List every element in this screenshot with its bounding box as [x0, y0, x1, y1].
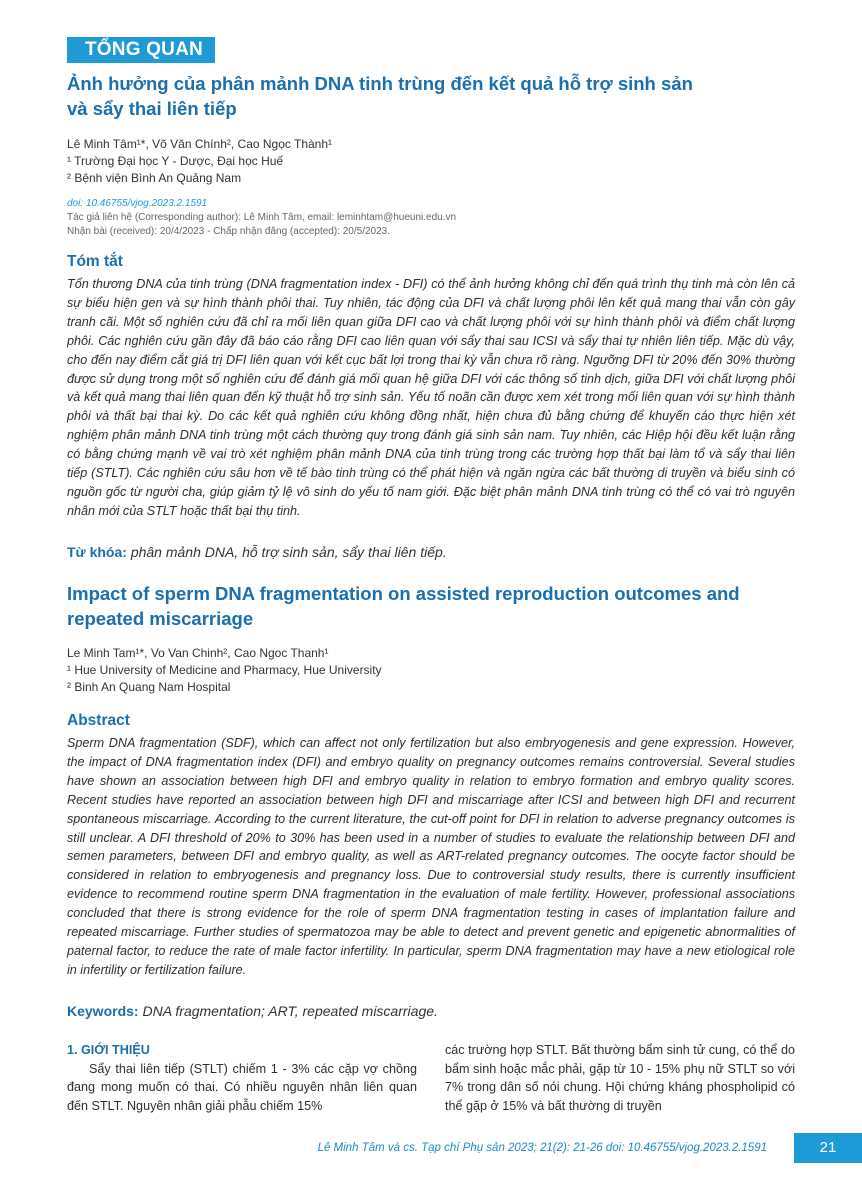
en-title-line2: repeated miscarriage — [67, 608, 254, 629]
vn-authors: Lê Minh Tâm¹*, Võ Văn Chính², Cao Ngọc Thành¹ — [67, 137, 333, 151]
en-keywords-value: DNA fragmentation; ART, repeated miscarriage. — [142, 1003, 438, 1019]
received-accepted-dates: Nhận bài (received): 20/4/2023 - Chấp nhận đăng (accepted): 20/5/2023. — [67, 226, 390, 237]
vn-affiliation-2: ² Bệnh viện Bình An Quảng Nam — [67, 171, 242, 185]
vn-affiliation-1: ¹ Trường Đại học Y - Dược, Đại học Huế — [67, 154, 284, 168]
vn-keywords-label: Từ khóa: — [67, 544, 127, 560]
vn-title-line2: và sẩy thai liên tiếp — [67, 98, 237, 119]
vn-abstract-text: Tổn thương DNA của tinh trùng (DNA fragmentation index - DFI) có thể ảnh hưởng không chỉ đến quá trình thụ tinh mà còn lên cả sự biểu hiện gen và sự hình thành phôi thai. Tuy nhiên, tác động của DFI và chất lượng phôi lên kết quả mang thai vẫn còn gây tranh cãi. Một số nghiên cứu đã chỉ ra mối liên quan giữa DFI cao và chất lượng phôi với sự hình thành phôi và điểm chất lượng phôi. Các nghiên cứu gần đây đã báo cáo rằng DFI cao liên quan với sẩy thai sau ICSI và sẩy thai tự nhiên liên tiếp. Mặc dù vậy, cho đến nay điểm cắt giá trị DFI liên quan với kết cục bất lợi trong thai kỳ vẫn chưa rõ ràng. Ngưỡng DFI từ 20% đến 30% thường được sử dụng trong một số nghiên cứu để đánh giá mối quan hệ giữa DFI với các thông số tinh dịch, giữa DFI với chất lượng phôi và kết quả mang thai liên quan đến kỹ thuật hỗ trợ sinh sản. Yếu tố noãn cần được xem xét trong mối liên quan với sự hình thành phôi và thất bại thai kỳ. Do các kết quả nghiên cứu không đồng nhất, hiện chưa đủ bằng chứng để khuyến cáo thực hiện xét nghiệm phân mảnh DNA tinh trùng một cách thường quy trong đánh giá sinh sản nam. Tuy nhiên, các Hiệp hội đều kết luận rằng có bằng chứng mạnh về vai trò xét nghiệm phân mảnh DNA của tinh trùng trong các trường hợp thất bại làm tổ và sẩy thai liên tiếp (STLT). Các nghiên cứu sâu hơn về tế bào tinh trùng có thể phát hiện và ngăn ngừa các bất thường di truyền và biểu sinh có nguồn gốc từ người cha, giúp giảm tỷ lệ vô sinh do yếu tố nam giới. Đặc biệt phân mảnh DNA tinh trùng có thể có vai trò nguyên nhân mới của STLT hoặc thất bại thụ tinh. — [67, 277, 795, 518]
vn-title-line1: Ảnh hưởng của phân mảnh DNA tinh trùng đến kết quả hỗ trợ sinh sản — [67, 73, 693, 94]
intro-paragraph-right: các trường hợp STLT. Bất thường bẩm sinh tử cung, có thể do bẩm sinh hoặc mắc phải, gặp từ 10 - 15% phụ nữ STLT so với 7% trong dân số nói chung. Hội chứng kháng phospholipid có thể gặp ở 15% và bất thường di truyền — [445, 1043, 795, 1113]
article-meta — [67, 197, 456, 239]
en-author-block — [67, 645, 382, 696]
corresponding-author: Tác giả liên hệ (Corresponding author): Lê Minh Tâm, email: leminhtam@hueuni.edu.vn — [67, 212, 457, 223]
intro-left-column — [67, 1041, 417, 1115]
intro-paragraph-left: Sẩy thai liên tiếp (STLT) chiếm 1 - 3% các cặp vợ chồng đang mong muốn có thai. Có nhiều nguyên nhân liên quan đến STLT. Nguyên nhân giải phẫu chiếm 15% — [67, 1061, 417, 1113]
vn-abstract-heading: Tóm tắt — [67, 253, 123, 270]
en-affiliation-2: ² Binh An Quang Nam Hospital — [67, 680, 231, 694]
en-article-title — [67, 581, 767, 631]
en-keywords-label: Keywords: — [67, 1003, 139, 1019]
en-abstract-text: Sperm DNA fragmentation (SDF), which can affect not only fertilization but also embryogenesis and gene expression. However, the impact of DNA fragmentation index (DFI) and embryo quality on pregnancy outcomes remains controversial. Several studies have shown an association between high DFI and embryo quality in relation to embryo formation and embryo quality scores. Recent studies have reported an association between high DFI and miscarriage after ICSI and between high DFI and recurrent spontaneous miscarriage. According to the current literature, the cut-off point for DFI in relation to adverse pregnancy outcomes is still unclear. A DFI threshold of 20% to 30% has been used in a number of studies to evaluate the relationship between DFI and semen parameters, between DFI and embryo quality, as well as ART-related pregnancy outcomes. The oocyte factor should be considered in relation to embryogenesis and pregnancy loss. Due to controversial study results, there is currently insufficient evidence to recommend routine sperm DNA fragmentation in the evaluation of male fertility. However, professional associations concluded that there is strong evidence for the role of sperm DNA fragmentation testing in cases of implantation failure and repeated miscarriage. Further studies of spermatozoa may be able to detect and prevent genetic and epigenetic abnormalities of paternal factor, to reduce the rate of male factor infertility. In particular, sperm DNA fragmentation may have a new etiological role in infertility or fertilization failure. — [67, 736, 795, 977]
en-keywords — [67, 1003, 438, 1019]
intro-heading: 1. GIỚI THIỆU — [67, 1043, 150, 1057]
vn-keywords-value: phân mảnh DNA, hỗ trợ sinh sản, sẩy thai liên tiếp. — [130, 544, 447, 560]
vn-article-title — [67, 71, 767, 121]
vn-author-block — [67, 136, 332, 187]
en-affiliation-1: ¹ Hue University of Medicine and Pharmacy, Hue University — [67, 663, 382, 677]
page-number: 21 — [794, 1133, 862, 1163]
doi-link[interactable]: doi: 10.46755/vjog.2023.2.1591 — [67, 198, 208, 209]
en-abstract-heading: Abstract — [67, 712, 130, 729]
section-tag: TỔNG QUAN — [67, 37, 215, 63]
footer-citation: Lê Minh Tâm và cs. Tạp chí Phụ sản 2023; 21(2): 21-26 doi: 10.46755/vjog.2023.2.1591 — [317, 1142, 767, 1154]
en-authors: Le Minh Tam¹*, Vo Van Chinh², Cao Ngoc Thanh¹ — [67, 646, 329, 660]
vn-keywords — [67, 544, 447, 560]
en-title-line1: Impact of sperm DNA fragmentation on assisted reproduction outcomes and — [67, 583, 740, 604]
intro-right-column — [445, 1041, 795, 1115]
